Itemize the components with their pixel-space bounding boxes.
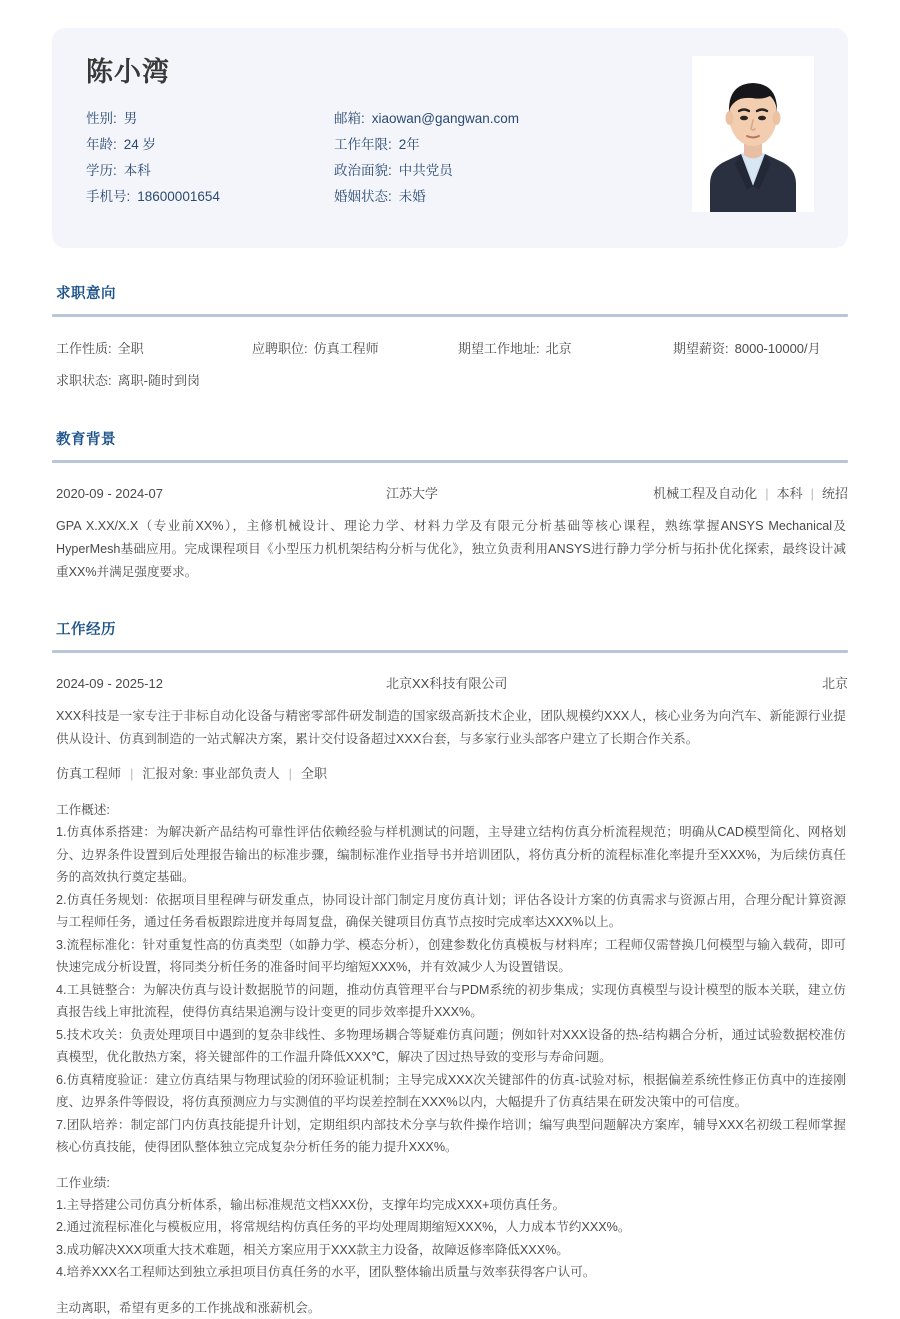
job-intention-row-1 [52,334,848,364]
intent-value: 北京 [545,341,572,356]
profile-field-value: xiaowan@gangwan.com [371,110,520,126]
work-overview-label: 工作概述: [56,803,110,817]
intent-field-position [252,334,458,364]
section-work-experience [52,618,848,1319]
education-entry-header [52,480,848,508]
work-entry-header [52,670,848,698]
education-school-name: 江苏大学 [386,486,439,501]
work-location: 北京 [821,676,848,691]
profile-field-sep: : [388,136,392,152]
profile-field-value: 2年 [398,136,420,152]
work-achievement-item-4: 4.培养XXX名工程师达到独立承担项目仿真任务的水平，团队整体输出质量与效率获得客户认可。 [56,1265,596,1279]
profile-field-value: 24 岁 [123,136,157,152]
profile-field-value: 中共党员 [398,162,453,178]
profile-field-label: 学历 [86,162,113,178]
section-education [52,428,848,584]
work-achievement-item-1: 1.主导搭建公司仿真分析体系，输出标准规范文档XXX份，支撑年均完成XXX+项仿真任务。 [56,1197,566,1212]
intent-value: 离职-随时到岗 [117,373,200,388]
work-job-title: 仿真工程师 [56,766,122,781]
section-divider [52,314,848,317]
profile-field-label: 政治面貌 [334,162,388,178]
section-divider [52,650,848,653]
intent-value: 全职 [117,341,144,356]
profile-field-sep: : [388,162,392,178]
profile-field-label: 邮箱 [334,110,361,126]
section-title-education: 教育背景 [56,432,116,448]
profile-field-marital-status [334,184,646,210]
separator-pipe: | [288,766,293,781]
profile-field-value: 未婚 [398,188,426,204]
profile-info-grid [86,106,646,210]
education-major: 机械工程及自动化 [653,486,758,501]
work-job-type: 全职 [301,766,328,781]
work-closing-note: 主动离职，希望有更多的工作挑战和涨薪机会。 [56,1300,321,1315]
spacer [52,594,848,618]
work-overview-item-4: 4.工具链整合：为解决仿真与设计数据脱节的问题，推动仿真管理平台与PDM系统的初步集成；实现仿真模型与设计模型的版本关联，建立仿真报告线上审批流程，使得仿真结果追溯与设计变更的同步效率提升XXX%。 [56,982,846,1019]
intent-value: 8000-10000/月 [734,341,821,356]
work-achievement-item-3: 3.成功解决XXX项重大技术难题，相关方案应用于XXX款主力设备，故障返修率降低XXX%。 [56,1242,569,1257]
profile-field-sep: : [113,136,117,152]
spacer [52,1159,848,1172]
profile-field-value: 男 [123,110,138,126]
work-overview-item-5: 5.技术攻关：负责处理项目中遇到的复杂非线性、多物理场耦合等疑难仿真问题；例如针对XXX设备的热-结构耦合分析，通过试验数据校准仿真模型，优化散热方案，将关键部件的工作温升降低XXX℃，解决了因过热导致的变形与寿命问题。 [56,1027,846,1064]
profile-field-label: 手机号 [86,188,127,204]
intent-value: 仿真工程师 [313,341,379,356]
section-title-work-experience: 工作经历 [56,622,116,638]
profile-field-sep: : [113,162,117,178]
profile-field-sep: : [361,110,365,126]
profile-field-label: 性别 [86,110,113,126]
job-intention-row-2 [52,366,848,396]
intent-label: 求职状态: [56,373,112,388]
separator-pipe: | [765,486,769,501]
profile-field-email [334,106,646,132]
profile-field-value: 18600001654 [137,188,220,204]
profile-field-value: 本科 [123,162,151,178]
profile-field-label: 婚姻状态 [334,188,388,204]
intent-field-location [458,334,673,364]
profile-field-experience [334,132,646,158]
work-achievement-item-2: 2.通过流程标准化与模板应用，将常规结构仿真任务的平均处理周期缩短XXX%，人力成本节约XXX%。 [56,1220,631,1234]
spacer [52,400,848,428]
work-achievement-label: 工作业绩: [56,1175,110,1190]
separator-pipe: | [130,766,134,781]
work-report-to: 汇报对象: 事业部负责人 [142,766,280,781]
profile-field-education [86,158,334,184]
page-title: 陈小湾 [86,57,170,87]
education-description: GPA X.XX/X.X（专业前XX%），主修机械设计、理论力学、材料力学及有限元分析基础等核心课程，熟练掌握ANSYS Mechanical及HyperMesh基础应用。完成课程项目《小型压力机机架结构分析与优化》，独立负责利用ANSYS进行静力学分析与拓扑优化探索，最终设计减重XX%并满足强度要求。 [56,519,846,579]
section-job-intention [52,282,848,396]
profile-field-gender [86,106,334,132]
intent-label: 应聘职位: [252,341,308,356]
work-overview-item-1: 1.仿真体系搭建：为解决新产品结构可靠性评估依赖经验与样机测试的问题，主导建立结构仿真分析流程规范；明确从CAD模型简化、网格划分、边界条件设置到后处理报告输出的标准步骤，编制标准作业指导书并培训团队，将仿真分析的流程标准化率提升至XXX%，为后续仿真任务的高效执行奠定基础。 [56,825,846,884]
intent-label: 期望工作地址: [458,341,540,356]
intent-field-salary [673,334,821,364]
work-date-range: 2024-09 - 2025-12 [56,676,163,691]
profile-field-label: 工作年限 [334,136,388,152]
intent-label: 期望薪资: [673,341,729,356]
education-meta [653,480,848,508]
intent-field-job-status [56,366,252,396]
intent-label: 工作性质: [56,341,112,356]
work-overview-item-3: 3.流程标准化：针对重复性高的仿真类型（如静力学、模态分析），创建参数化仿真模板与材料库；工程师仅需替换几何模型与输入载荷，即可快速完成分析设置，将同类分析任务的准备时间平均缩短XXX%，并有效减少人为设置错误。 [56,937,846,974]
profile-header-card [52,28,848,248]
separator-pipe: | [810,486,814,501]
work-overview-item-7: 7.团队培养：制定部门内仿真技能提升计划，定期组织内部技术分享与软件操作培训；编写典型问题解决方案库，辅导XXX名初级工程师掌握核心仿真技能，使得团队整体独立完成复杂分析任务的能力提升XXX%。 [56,1117,846,1154]
spacer [52,1284,848,1297]
profile-field-age [86,132,334,158]
profile-field-sep: : [126,188,131,204]
work-role-line [52,761,848,787]
education-enrollment-type: 统招 [821,486,848,501]
work-company-intro: XXX科技是一家专注于非标自动化设备与精密零部件研发制造的国家级高新技术企业，团队规模约XXX人，核心业务为向汽车、新能源行业提供从设计、仿真到制造的一站式解决方案，累计交付设备超过XXX台套，与多家行业头部客户建立了长期合作关系。 [56,709,846,746]
profile-field-political-status [334,158,646,184]
work-overview-item-2: 2.仿真任务规划：依据项目里程碑与研发重点，协同设计部门制定月度仿真计划；评估各设计方案的仿真需求与资源占用，合理分配计算资源与工程师任务，通过任务看板跟踪进度并每周复盘，确保关键项目仿真节点按时完成率达XXX%以上。 [56,892,846,929]
avatar [692,56,814,212]
profile-field-sep: : [113,110,117,126]
intent-field-job-nature [56,334,252,364]
work-company-name: 北京XX科技有限公司 [386,676,508,691]
education-date-range: 2020-09 - 2024-07 [56,486,163,501]
profile-field-phone [86,184,334,210]
section-divider [52,460,848,463]
work-overview-item-6: 6.仿真精度验证：建立仿真结果与物理试验的闭环验证机制；主导完成XXX次关键部件的仿真-试验对标，根据偏差系统性修正仿真中的连接刚度、边界条件等假设，将仿真预测应力与实测值的平均误差控制在XXX%以内，大幅提升了仿真结果在研发决策中的可信度。 [56,1072,846,1109]
profile-field-label: 年龄 [86,136,113,152]
education-degree: 本科 [776,486,803,501]
profile-field-sep: : [388,188,392,204]
portrait-photo-icon [692,56,814,212]
section-title-job-intention: 求职意向 [56,286,116,302]
